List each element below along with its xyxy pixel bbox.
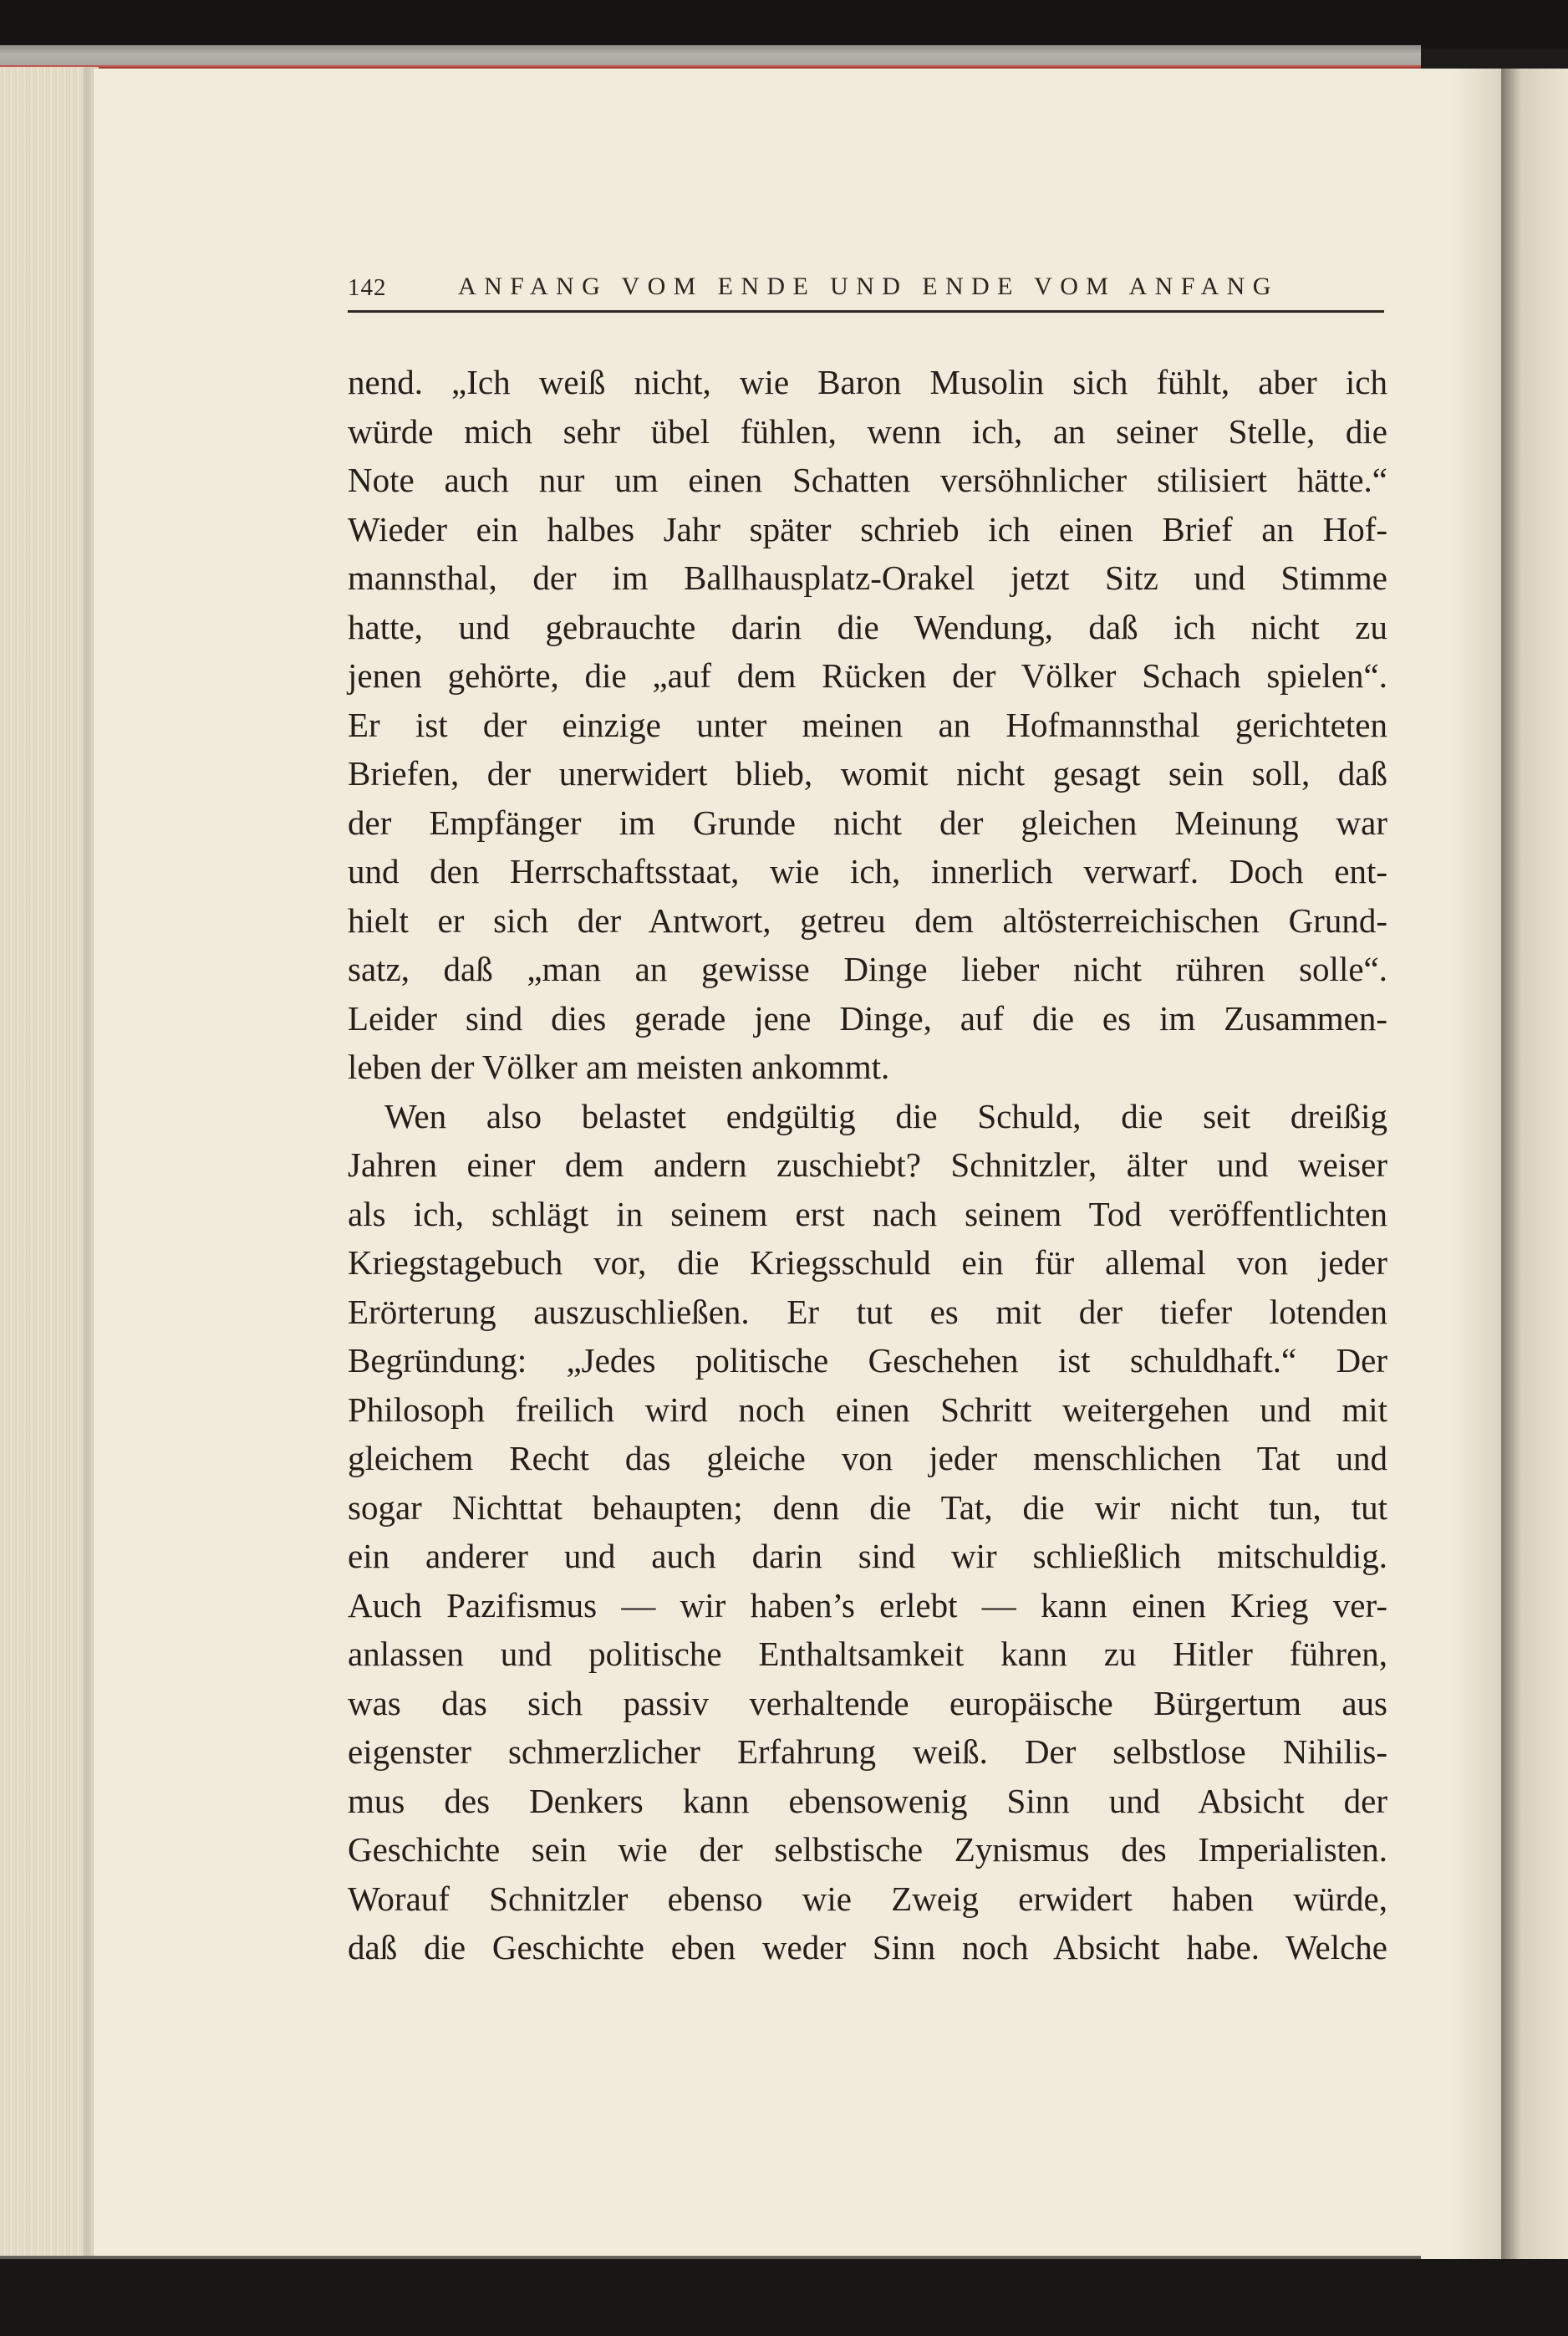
text-line: mannsthal, der im Ballhausplatz-Orakel jetzt Sitz und Stimme xyxy=(348,558,1387,597)
paragraph-first-line: Wen also belastet endgültig die Schuld, die seit dreißig xyxy=(384,1096,1387,1135)
text-line: mus des Denkers kann ebensowenig Sinn und Absicht der xyxy=(348,1781,1387,1820)
running-head xyxy=(348,269,1384,306)
text-line: ein anderer und auch darin sind wir schließlich mitschuldig. xyxy=(348,1537,1387,1575)
text-line: Leider sind dies gerade jene Dinge, auf die es im Zusammen- xyxy=(348,998,1387,1038)
text-line: Kriegstagebuch vor, die Kriegsschuld ein für allemal von jeder xyxy=(348,1243,1387,1282)
page-number: 142 xyxy=(348,274,387,301)
text-line: Er ist der einzige unter meinen an Hofmannsthal gerichteten xyxy=(348,705,1387,744)
book-cover-edge xyxy=(0,45,1421,67)
text-line: Worauf Schnitzler ebenso wie Zweig erwidert haben würde, xyxy=(348,1879,1387,1918)
text-line: daß die Geschichte eben weder Sinn noch Absicht habe. Welche xyxy=(348,1928,1387,1966)
text-line: jenen gehörte, die „auf dem Rücken der Völker Schach spielen“. xyxy=(348,656,1387,695)
text-line: und den Herrschaftsstaat, wie ich, innerlich verwarf. Doch ent- xyxy=(348,852,1387,890)
text-line: was das sich passiv verhaltende europäische Bürgertum aus xyxy=(348,1683,1387,1722)
text-line: satz, daß „man an gewisse Dinge lieber nicht rühren solle“. xyxy=(348,950,1387,988)
text-line: leben der Völker am meisten ankommt. xyxy=(348,1048,890,1086)
text-line: Briefen, der unerwidert blieb, womit nicht gesagt sein soll, daß xyxy=(348,754,1387,793)
text-line: Philosoph freilich wird noch einen Schritt weitergehen und mit xyxy=(348,1390,1387,1429)
text-line: Geschichte sein wie der selbstische Zynismus des Imperialisten. xyxy=(348,1830,1387,1869)
text-line: hielt er sich der Antwort, getreu dem altösterreichischen Grund- xyxy=(348,900,1387,940)
facing-page-edge xyxy=(1501,69,1568,2259)
text-line: würde mich sehr übel fühlen, wenn ich, an seiner Stelle, die xyxy=(348,411,1387,451)
text-line: der Empfänger im Grunde nicht der gleichen Meinung war xyxy=(348,803,1387,842)
running-title: ANFANG VOM ENDE UND ENDE VOM ANFANG xyxy=(458,273,1279,300)
text-line: Jahren einer dem andern zuschiebt? Schnitzler, älter und weiser xyxy=(348,1145,1387,1184)
text-line: eigenster schmerzlicher Erfahrung weiß. Der selbstlose Nihilis- xyxy=(348,1732,1387,1771)
text-line: Note auch nur um einen Schatten versöhnlicher stilisiert hätte.“ xyxy=(348,461,1387,499)
text-line: Wieder ein halbes Jahr später schrieb ich einen Brief an Hof- xyxy=(348,509,1387,548)
text-line: als ich, schlägt in seinem erst nach seinem Tod veröffentlichten xyxy=(348,1194,1387,1233)
text-line: Begründung: „Jedes politische Geschehen ist schuldhaft.“ Der xyxy=(348,1341,1387,1380)
scan-top-border xyxy=(0,0,1568,48)
body-text xyxy=(348,358,1387,1972)
text-line: nend. „Ich weiß nicht, wie Baron Musolin sich fühlt, aber ich xyxy=(348,363,1387,401)
text-line: hatte, und gebrauchte darin die Wendung, daß ich nicht zu xyxy=(348,607,1387,646)
page-gutter-shadow xyxy=(1451,69,1501,2259)
text-line: sogar Nichttat behaupten; denn die Tat, die wir nicht tun, tut xyxy=(348,1487,1387,1527)
text-line: Erörterung auszuschließen. Er tut es mit der tiefer lotenden xyxy=(348,1292,1387,1331)
header-rule xyxy=(348,310,1384,313)
scan-bottom-border xyxy=(0,2259,1568,2336)
text-line: anlassen und politische Enthaltsamkeit kann zu Hitler führen, xyxy=(348,1635,1387,1673)
text-line: Auch Pazifismus — wir haben’s erlebt — kann einen Krieg ver- xyxy=(348,1585,1387,1624)
text-line: gleichem Recht das gleiche von jeder menschlichen Tat und xyxy=(348,1439,1387,1477)
